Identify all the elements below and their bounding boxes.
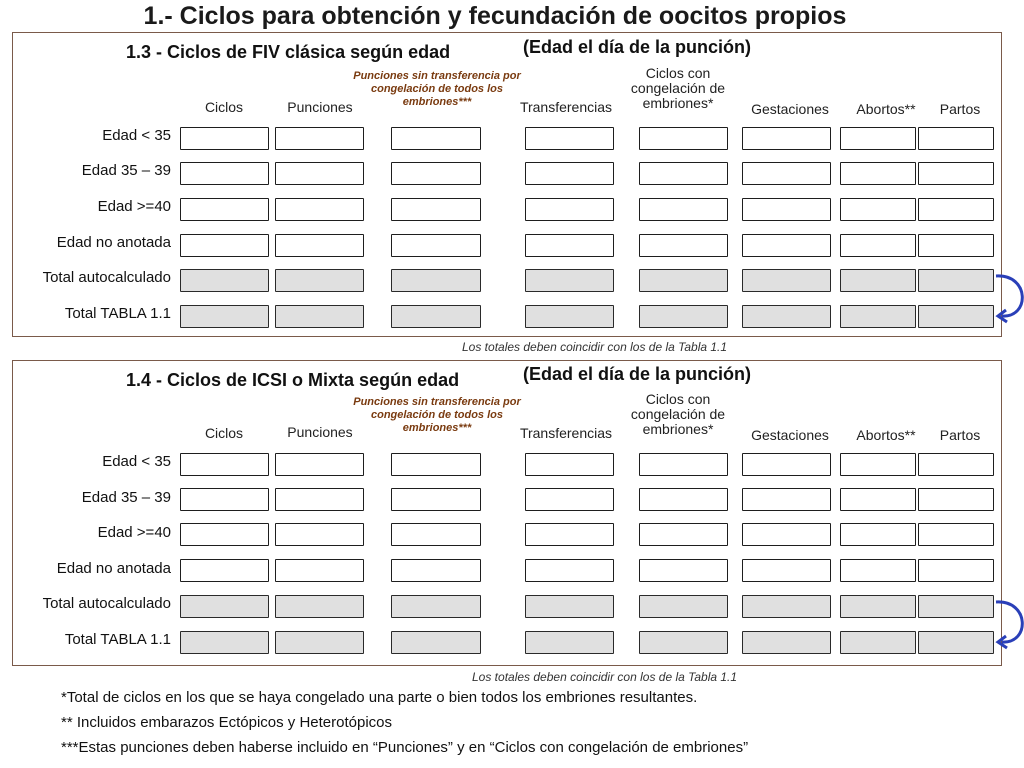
fiv-edad-40-mas-partos-input[interactable] [918, 198, 994, 221]
fiv-edad-35-39-punciones-input[interactable] [275, 162, 364, 185]
fiv-total-tabla-1-1-ciclos-input[interactable] [180, 305, 269, 328]
row-label-edad-40-mas: Edad >=40 [97, 524, 171, 541]
icsi-edad-35-39-transferencias-input[interactable] [525, 488, 614, 511]
icsi-edad-40-mas-gestaciones-input[interactable] [742, 523, 831, 546]
col-header-partos: Partos [939, 427, 981, 443]
icsi-edad-40-mas-ciclos-congelacion-input[interactable] [639, 523, 728, 546]
icsi-edad-menor-35-punciones-input[interactable] [275, 453, 364, 476]
fiv-edad-40-mas-punciones-input[interactable] [275, 198, 364, 221]
icsi-total-tabla-1-1-ciclos-congelacion-input[interactable] [639, 631, 728, 654]
icsi-edad-no-anotada-abortos-input[interactable] [840, 559, 916, 582]
fiv-total-autocalculado-gestaciones-input[interactable] [742, 269, 831, 292]
icsi-total-autocalculado-abortos-input[interactable] [840, 595, 916, 618]
icsi-total-autocalculado-punciones-input[interactable] [275, 595, 364, 618]
icsi-total-autocalculado-ciclos-congelacion-input[interactable] [639, 595, 728, 618]
row-label-total-autocalculado: Total autocalculado [42, 269, 171, 286]
col-header-partos: Partos [939, 101, 981, 117]
icsi-total-autocalculado-punciones-sin-transferencia-input[interactable] [391, 595, 481, 618]
icsi-edad-menor-35-transferencias-input[interactable] [525, 453, 614, 476]
icsi-total-autocalculado-transferencias-input[interactable] [525, 595, 614, 618]
fiv-edad-menor-35-punciones-input[interactable] [275, 127, 364, 150]
fiv-edad-35-39-abortos-input[interactable] [840, 162, 916, 185]
fiv-edad-35-39-ciclos-input[interactable] [180, 162, 269, 185]
fiv-edad-40-mas-ciclos-congelacion-input[interactable] [639, 198, 728, 221]
fiv-edad-40-mas-ciclos-input[interactable] [180, 198, 269, 221]
row-label-edad-no-anotada: Edad no anotada [56, 560, 171, 577]
icsi-edad-40-mas-abortos-input[interactable] [840, 523, 916, 546]
icsi-total-tabla-1-1-punciones-sin-transferencia-input[interactable] [391, 631, 481, 654]
fiv-edad-menor-35-abortos-input[interactable] [840, 127, 916, 150]
icsi-total-tabla-1-1-punciones-input[interactable] [275, 631, 364, 654]
icsi-edad-menor-35-punciones-sin-transferencia-input[interactable] [391, 453, 481, 476]
fiv-total-tabla-1-1-punciones-sin-transferencia-input[interactable] [391, 305, 481, 328]
icsi-total-autocalculado-ciclos-input[interactable] [180, 595, 269, 618]
icsi-edad-no-anotada-transferencias-input[interactable] [525, 559, 614, 582]
footnote-abortos: ** Incluidos embarazos Ectópicos y Heterotópicos [61, 714, 392, 731]
row-label-edad-menor-35: Edad < 35 [102, 453, 171, 470]
icsi-edad-35-39-ciclos-congelacion-input[interactable] [639, 488, 728, 511]
fiv-total-autocalculado-abortos-input[interactable] [840, 269, 916, 292]
fiv-total-autocalculado-punciones-sin-transferencia-input[interactable] [391, 269, 481, 292]
fiv-section-subtitle: (Edad el día de la punción) [523, 37, 752, 57]
fiv-edad-no-anotada-gestaciones-input[interactable] [742, 234, 831, 257]
icsi-edad-menor-35-gestaciones-input[interactable] [742, 453, 831, 476]
col-header-transferencias: Transferencias [519, 99, 613, 115]
fiv-edad-no-anotada-transferencias-input[interactable] [525, 234, 614, 257]
icsi-edad-no-anotada-gestaciones-input[interactable] [742, 559, 831, 582]
fiv-edad-40-mas-gestaciones-input[interactable] [742, 198, 831, 221]
col-header-gestaciones: Gestaciones [751, 101, 829, 117]
fiv-edad-menor-35-punciones-sin-transferencia-input[interactable] [391, 127, 481, 150]
icsi-edad-40-mas-transferencias-input[interactable] [525, 523, 614, 546]
icsi-edad-40-mas-punciones-input[interactable] [275, 523, 364, 546]
fiv-total-autocalculado-punciones-input[interactable] [275, 269, 364, 292]
footnote-punciones: ***Estas punciones deben haberse incluido en “Punciones” y en “Ciclos con congelación de embriones” [61, 739, 749, 756]
icsi-section-title: 1.4 - Ciclos de ICSI o Mixta según edad [126, 370, 460, 390]
icsi-total-tabla-1-1-ciclos-input[interactable] [180, 631, 269, 654]
fiv-total-autocalculado-transferencias-input[interactable] [525, 269, 614, 292]
fiv-edad-menor-35-ciclos-congelacion-input[interactable] [639, 127, 728, 150]
icsi-edad-no-anotada-punciones-sin-transferencia-input[interactable] [391, 559, 481, 582]
fiv-edad-no-anotada-ciclos-congelacion-input[interactable] [639, 234, 728, 257]
fiv-edad-40-mas-abortos-input[interactable] [840, 198, 916, 221]
icsi-edad-no-anotada-punciones-input[interactable] [275, 559, 364, 582]
fiv-edad-40-mas-punciones-sin-transferencia-input[interactable] [391, 198, 481, 221]
col-header-abortos: Abortos** [856, 101, 916, 117]
fiv-edad-menor-35-partos-input[interactable] [918, 127, 994, 150]
icsi-total-tabla-1-1-partos-input[interactable] [918, 631, 994, 654]
footnote-congelacion: *Total de ciclos en los que se haya congelado una parte o bien todos los embriones resultantes. [61, 689, 698, 706]
col-header-transferencias: Transferencias [519, 425, 613, 441]
icsi-total-tabla-1-1-gestaciones-input[interactable] [742, 631, 831, 654]
fiv-total-autocalculado-partos-input[interactable] [918, 269, 994, 292]
icsi-total-tabla-1-1-abortos-input[interactable] [840, 631, 916, 654]
fiv-total-autocalculado-ciclos-congelacion-input[interactable] [639, 269, 728, 292]
col-header-abortos: Abortos** [856, 427, 916, 443]
icsi-edad-40-mas-ciclos-input[interactable] [180, 523, 269, 546]
fiv-total-tabla-1-1-transferencias-input[interactable] [525, 305, 614, 328]
fiv-edad-menor-35-gestaciones-input[interactable] [742, 127, 831, 150]
col-header-punciones-sin-transferencia: Punciones sin transferencia por congelación de todos los embriones*** [353, 70, 521, 108]
fiv-edad-no-anotada-punciones-input[interactable] [275, 234, 364, 257]
icsi-edad-menor-35-abortos-input[interactable] [840, 453, 916, 476]
fiv-edad-35-39-transferencias-input[interactable] [525, 162, 614, 185]
fiv-section-title: 1.3 - Ciclos de FIV clásica según edad [126, 42, 451, 62]
page-title: 1.- Ciclos para obtención y fecundación de oocitos propios [143, 2, 847, 30]
icsi-total-autocalculado-partos-input[interactable] [918, 595, 994, 618]
icsi-edad-no-anotada-ciclos-input[interactable] [180, 559, 269, 582]
icsi-edad-menor-35-ciclos-input[interactable] [180, 453, 269, 476]
fiv-edad-no-anotada-abortos-input[interactable] [840, 234, 916, 257]
row-label-edad-menor-35: Edad < 35 [102, 127, 171, 144]
col-header-punciones-sin-transferencia: Punciones sin transferencia por congelación de todos los embriones*** [353, 396, 521, 434]
icsi-edad-35-39-punciones-sin-transferencia-input[interactable] [391, 488, 481, 511]
fiv-edad-no-anotada-partos-input[interactable] [918, 234, 994, 257]
fiv-total-tabla-1-1-abortos-input[interactable] [840, 305, 916, 328]
icsi-edad-40-mas-partos-input[interactable] [918, 523, 994, 546]
fiv-edad-40-mas-transferencias-input[interactable] [525, 198, 614, 221]
fiv-total-tabla-1-1-partos-input[interactable] [918, 305, 994, 328]
icsi-edad-35-39-punciones-input[interactable] [275, 488, 364, 511]
icsi-total-tabla-1-1-transferencias-input[interactable] [525, 631, 614, 654]
icsi-edad-35-39-gestaciones-input[interactable] [742, 488, 831, 511]
col-header-punciones: Punciones [287, 424, 353, 440]
row-label-edad-35-39: Edad 35 – 39 [81, 489, 171, 506]
fiv-edad-35-39-ciclos-congelacion-input[interactable] [639, 162, 728, 185]
row-label-edad-no-anotada: Edad no anotada [56, 234, 171, 251]
icsi-edad-no-anotada-ciclos-congelacion-input[interactable] [639, 559, 728, 582]
icsi-totals-match-arrow-icon [992, 594, 1024, 654]
fiv-total-tabla-1-1-punciones-input[interactable] [275, 305, 364, 328]
row-label-edad-35-39: Edad 35 – 39 [81, 162, 171, 179]
fiv-total-tabla-1-1-gestaciones-input[interactable] [742, 305, 831, 328]
col-header-ciclos: Ciclos [204, 425, 244, 441]
icsi-edad-no-anotada-partos-input[interactable] [918, 559, 994, 582]
icsi-edad-40-mas-punciones-sin-transferencia-input[interactable] [391, 523, 481, 546]
fiv-edad-menor-35-transferencias-input[interactable] [525, 127, 614, 150]
fiv-edad-35-39-punciones-sin-transferencia-input[interactable] [391, 162, 481, 185]
icsi-edad-35-39-abortos-input[interactable] [840, 488, 916, 511]
row-label-edad-40-mas: Edad >=40 [97, 198, 171, 215]
fiv-totals-match-arrow-icon [992, 268, 1024, 328]
fiv-totals-note: Los totales deben coincidir con los de la Tabla 1.1 [462, 340, 728, 354]
fiv-total-tabla-1-1-ciclos-congelacion-input[interactable] [639, 305, 728, 328]
icsi-edad-35-39-ciclos-input[interactable] [180, 488, 269, 511]
icsi-section-subtitle: (Edad el día de la punción) [523, 364, 752, 384]
col-header-ciclos-congelacion: Ciclos con congelación de embriones* [630, 391, 726, 437]
col-header-ciclos: Ciclos [204, 99, 244, 115]
icsi-edad-35-39-partos-input[interactable] [918, 488, 994, 511]
fiv-total-autocalculado-ciclos-input[interactable] [180, 269, 269, 292]
icsi-total-autocalculado-gestaciones-input[interactable] [742, 595, 831, 618]
fiv-edad-menor-35-ciclos-input[interactable] [180, 127, 269, 150]
row-label-total-autocalculado: Total autocalculado [42, 595, 171, 612]
icsi-edad-menor-35-ciclos-congelacion-input[interactable] [639, 453, 728, 476]
row-label-total-tabla-1-1: Total TABLA 1.1 [64, 631, 171, 648]
col-header-punciones: Punciones [287, 99, 353, 115]
col-header-gestaciones: Gestaciones [751, 427, 829, 443]
row-label-total-tabla-1-1: Total TABLA 1.1 [64, 305, 171, 322]
fiv-edad-no-anotada-punciones-sin-transferencia-input[interactable] [391, 234, 481, 257]
fiv-edad-35-39-partos-input[interactable] [918, 162, 994, 185]
col-header-ciclos-congelacion: Ciclos con congelación de embriones* [630, 65, 726, 111]
fiv-edad-no-anotada-ciclos-input[interactable] [180, 234, 269, 257]
fiv-edad-35-39-gestaciones-input[interactable] [742, 162, 831, 185]
icsi-totals-note: Los totales deben coincidir con los de la Tabla 1.1 [472, 670, 738, 684]
icsi-edad-menor-35-partos-input[interactable] [918, 453, 994, 476]
